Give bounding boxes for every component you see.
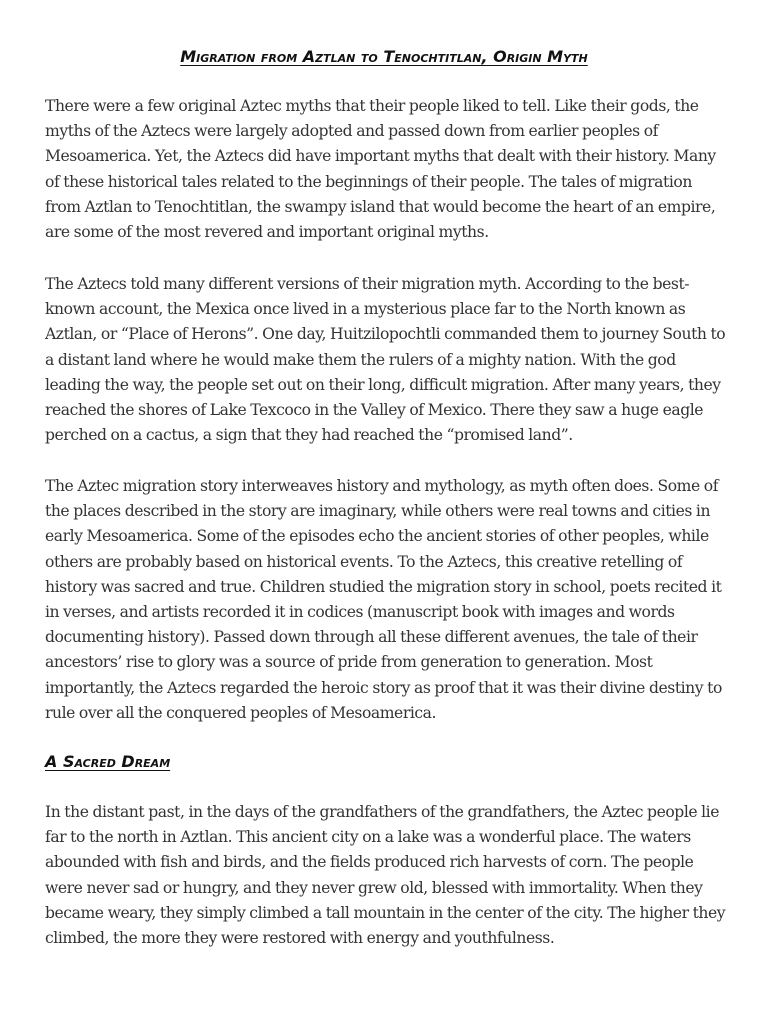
section-heading: A Sacred Dream [45, 752, 171, 771]
paragraph-intro: There were a few original Aztec myths that their people liked to tell. Like their gods, the myths of the Aztecs were largely adopted and passed down from earlier peoples of Mesoamerica. Yet, the Aztecs did have important myths that dealt with their history. Many of these historical tales related to the beginnings of their people. The tales of migration from Aztlan to Tenochtitlan, the swampy island that would become the heart of an empire, are some of the most revered and important original myths. [45, 97, 716, 242]
paragraph-history-mythology: The Aztec migration story interweaves history and mythology, as myth often does. Some of the places described in the story are imaginary, while others were real towns and cities in early Mesoamerica. Some of the episodes echo the ancient stories of other peoples, while others are probably based on historical events. To the Aztecs, this creative retelling of history was sacred and true. Children studied the migration story in school, poets recited it in verses, and artists recorded it in codices (manuscript book with images and words documenting history). Passed down through all these different avenues, the tale of their ancestors’ rise to glory was a source of pride from generation to generation. Most importantly, the Aztecs regarded the heroic story as proof that it was their divine destiny to rule over all the conquered peoples of Mesoamerica. [45, 477, 722, 722]
document-title: Migration from Aztlan to Tenochtitlan, Origin Myth [180, 47, 588, 66]
paragraph-sacred-dream: In the distant past, in the days of the grandfathers of the grandfathers, the Aztec people lie far to the north in Aztlan. This ancient city on a lake was a wonderful place. The waters abounded with fish and birds, and the fields produced rich harvests of corn. The people were never sad or hungry, and they never grew old, blessed with immortality. When they became weary, they simply climbed a tall mountain in the center of the city. The higher they climbed, the more they were restored with energy and youthfulness. [45, 803, 726, 948]
paragraph-migration-myth: The Aztecs told many different versions of their migration myth. According to the best-known account, the Mexica once lived in a mysterious place far to the North known as Aztlan, or “Place of Herons”. One day, Huitzilopochtli commanded them to journey South to a distant land where he would make them the rulers of a mighty nation. With the god leading the way, the people set out on their long, difficult migration. After many years, they reached the shores of Lake Texcoco in the Valley of Mexico. There they saw a huge eagle perched on a cactus, a sign that they had reached the “promised land”. [45, 275, 726, 445]
